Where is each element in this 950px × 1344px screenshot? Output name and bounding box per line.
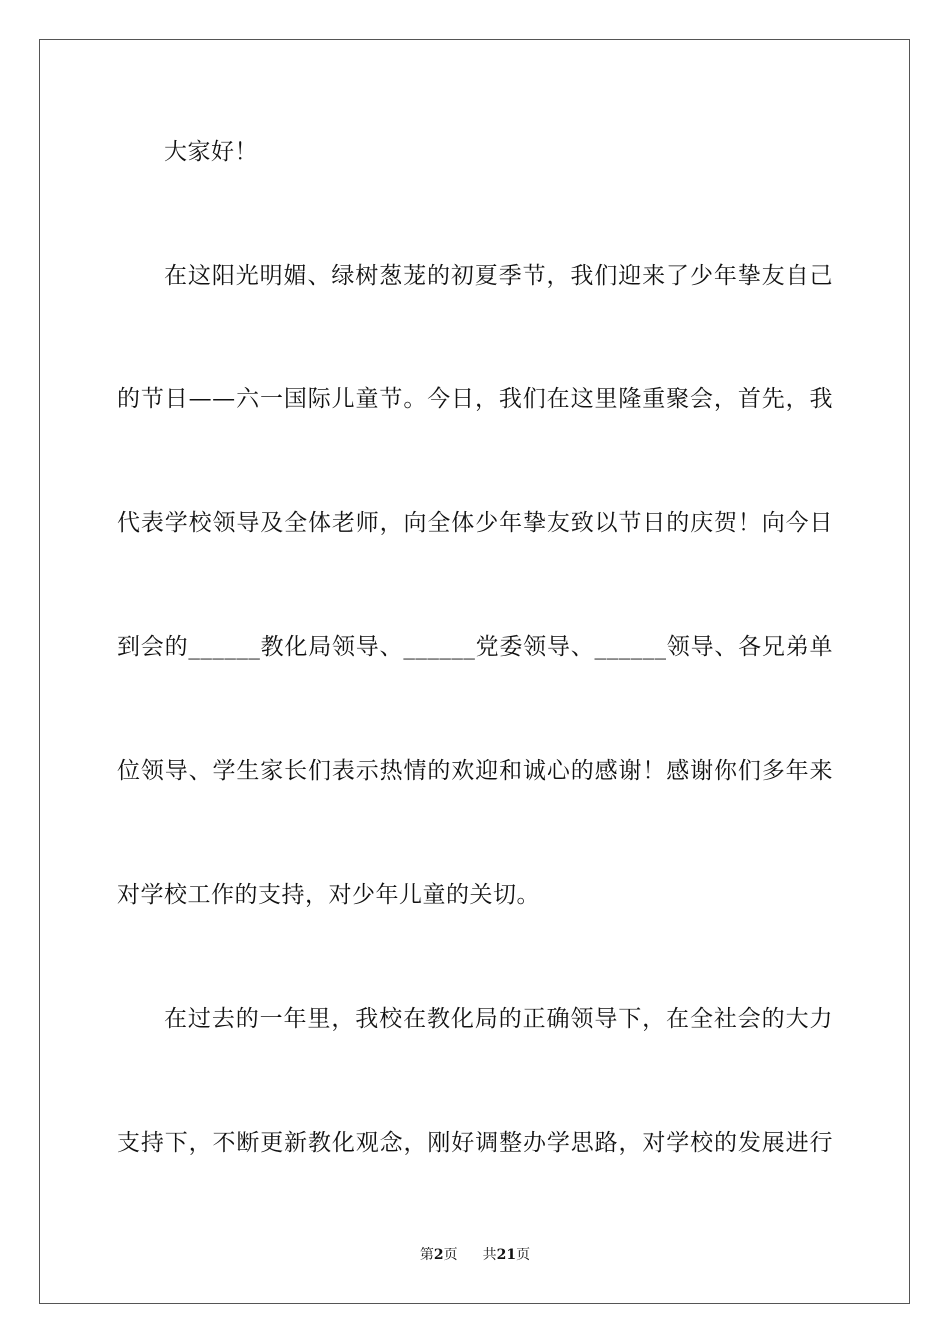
page-suffix: 页 [443,1247,458,1263]
paragraph-1-line-5: 位领导、学生家长们表示热情的欢迎和诚心的感谢！感谢你们多年来 [117,758,833,784]
page-number: 2 [433,1247,444,1263]
page-prefix: 第 [419,1247,434,1263]
paragraph-1-line-6: 对学校工作的支持，对少年儿童的关切。 [117,882,540,908]
paragraph-1-line-2: 的节日——六一国际儿童节。今日，我们在这里隆重聚会，首先，我 [117,386,833,412]
page-border [39,39,910,1304]
total-number: 21 [496,1247,517,1263]
page-label [420,1246,458,1264]
greeting-text: 大家好！ [164,139,258,165]
total-pages-label [483,1246,530,1264]
paragraph-1-line-4: 到会的______教化局领导、______党委领导、______领导、各兄弟单 [117,634,833,660]
paragraph-1-line-3: 代表学校领导及全体老师，向全体少年挚友致以节日的庆贺！向今日 [117,510,833,536]
paragraph-2-line-1: 在过去的一年里，我校在教化局的正确领导下，在全社会的大力 [164,1006,833,1032]
greeting-line [117,137,833,167]
page-footer [0,1246,950,1264]
paragraph-2-line-2: 支持下，不断更新教化观念，刚好调整办学思路，对学校的发展进行 [117,1130,833,1156]
total-suffix: 页 [516,1247,531,1263]
paragraph-1-line-1: 在这阳光明媚、绿树葱茏的初夏季节，我们迎来了少年挚友自己 [164,263,833,289]
total-prefix: 共 [482,1247,497,1263]
